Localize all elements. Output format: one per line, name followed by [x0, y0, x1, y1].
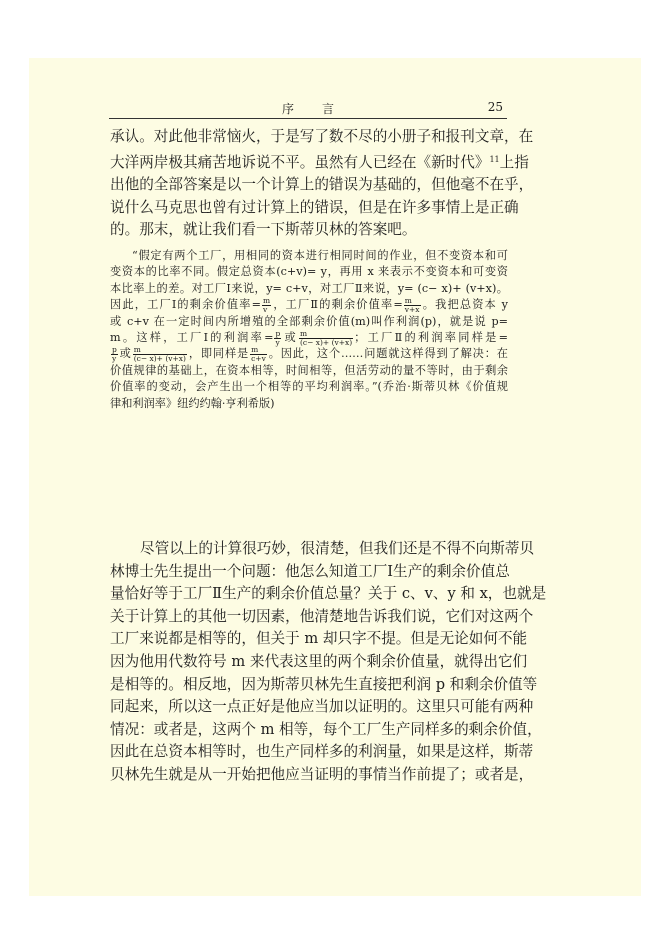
text-line: 的。那末，就让我们看一下斯蒂贝林的答案吧。: [110, 221, 417, 239]
text-line: 林博士先生提出一个问题：他怎么知道工厂Ⅰ生产的剩余价值总: [110, 562, 510, 580]
fraction: $\frac{m}{(c- x)+ (v+x)}$: [133, 345, 186, 363]
text-line: 工厂来说都是相等的，但关于 m 却只字不提。但是无论如何不能: [110, 630, 528, 648]
footnote-marker: 11: [489, 154, 500, 164]
text-line: 贝林先生就是从一开始把他应当证明的事情当作前提了；或者是，: [110, 765, 534, 783]
text-line: 同起来，所以这一点正好是他应当加以证明的。这里只可能有两种: [110, 698, 534, 716]
page-number: 25: [487, 100, 503, 114]
text-line: 关于计算上的其他一切因素，他清楚地告诉我们说，它们对这两个: [110, 607, 534, 625]
text-line: 情况：或者是，这两个 m 相等，每个工厂生产同样多的剩余价值，: [110, 720, 542, 738]
paragraph-1: [110, 126, 534, 242]
text-line: 说什么马克思也曾有过计算上的错误，但是在许多事情上是正确: [110, 198, 519, 216]
text-line: 承认。对此他非常恼火，于是写了数不尽的小册子和报刊文章，在: [110, 128, 534, 145]
text-line: 因为他用代数符号 m 来代表这里的两个剩余价值量，就得出它们: [110, 652, 528, 670]
text-line: 量恰好等于工厂Ⅱ生产的剩余价值总量？关于 c、v、y 和 x，也就是: [110, 585, 547, 603]
text-line: 尽管以上的计算很巧妙，很清楚，但我们还是不得不向斯蒂贝: [140, 540, 535, 557]
quote-line: 律和利润率》纽约约翰·亨利希版): [110, 396, 275, 410]
fraction: $\frac{p}{y}$: [112, 345, 117, 363]
quote-line: m。这样，工厂Ⅰ的利润率= $\frac{p}{y}$ 或 $\frac{m}{(c- x)+ (v+x)}$ ；工厂Ⅱ的利润率同样是=: [110, 329, 508, 347]
quote-line: 变资本的比率不同。假定总资本(c+v)= y，再用 x 来表示不变资本和可变资: [110, 265, 508, 279]
quote-line: 本比率上的差。对工厂Ⅰ来说，y= c+v，对工厂Ⅱ来说，y= (c− x)+ (v+x)。: [110, 281, 508, 295]
fraction: $\frac{m}{v}$: [263, 296, 271, 314]
text-line: 因此在总资本相等时，也生产同样多的利润量，如果是这样，斯蒂: [110, 743, 534, 761]
text-line: 出他的全部答案是以一个计算上的错误为基础的，但他毫不在乎，: [110, 176, 534, 194]
text-line: 大洋两岸极其痛苦地诉说不平。虽然有人已经在《新时代》$^{11}$上指: [110, 153, 529, 171]
fraction: $\frac{m}{c+v}$: [251, 345, 266, 363]
chapter-title: 序言: [281, 102, 362, 116]
running-header: [109, 98, 507, 119]
fraction: $\frac{p}{y}$: [275, 329, 281, 347]
quote-line: “假定有两个工厂，用相同的资本进行相同时间的作业，但不变资本和可: [132, 249, 508, 262]
text-line: 是相等的。相反地，因为斯蒂贝林先生直接把利润 p 和剩余价值等: [110, 675, 538, 693]
fraction: $\frac{m}{v+x}$: [404, 296, 420, 314]
quote-line: 价值率的变动，会产生出一个相等的平均利润率。”(乔治·斯蒂贝林《价值规: [110, 380, 508, 394]
quote-line: 因此，工厂Ⅰ的剩余价值率= $\frac{m}{v}$ ，工厂Ⅱ的剩余价值率= $\frac{m}{v+x}$ 。我把总资本 y: [110, 296, 508, 314]
paragraph-2: [110, 538, 547, 787]
block-quote: [110, 248, 508, 412]
quote-line: 或 c+v 在一定时间内所增殖的全部剩余价值(m)叫作利润(p)，就是说 p=: [110, 314, 508, 328]
fraction: $\frac{m}{(c- x)+ (v+x)}$: [299, 329, 353, 347]
quote-line: $\frac{p}{y}$ 或 $\frac{m}{(c- x)+ (v+x)}$ ，即同样是 $\frac{m}{c+v}$ 。因此，这个……问题就这样得到了解决：在: [112, 345, 508, 363]
quote-line: 价值规律的基础上，在资本相等，时间相等，但活劳动的量不等时，由于剩余: [110, 363, 508, 377]
